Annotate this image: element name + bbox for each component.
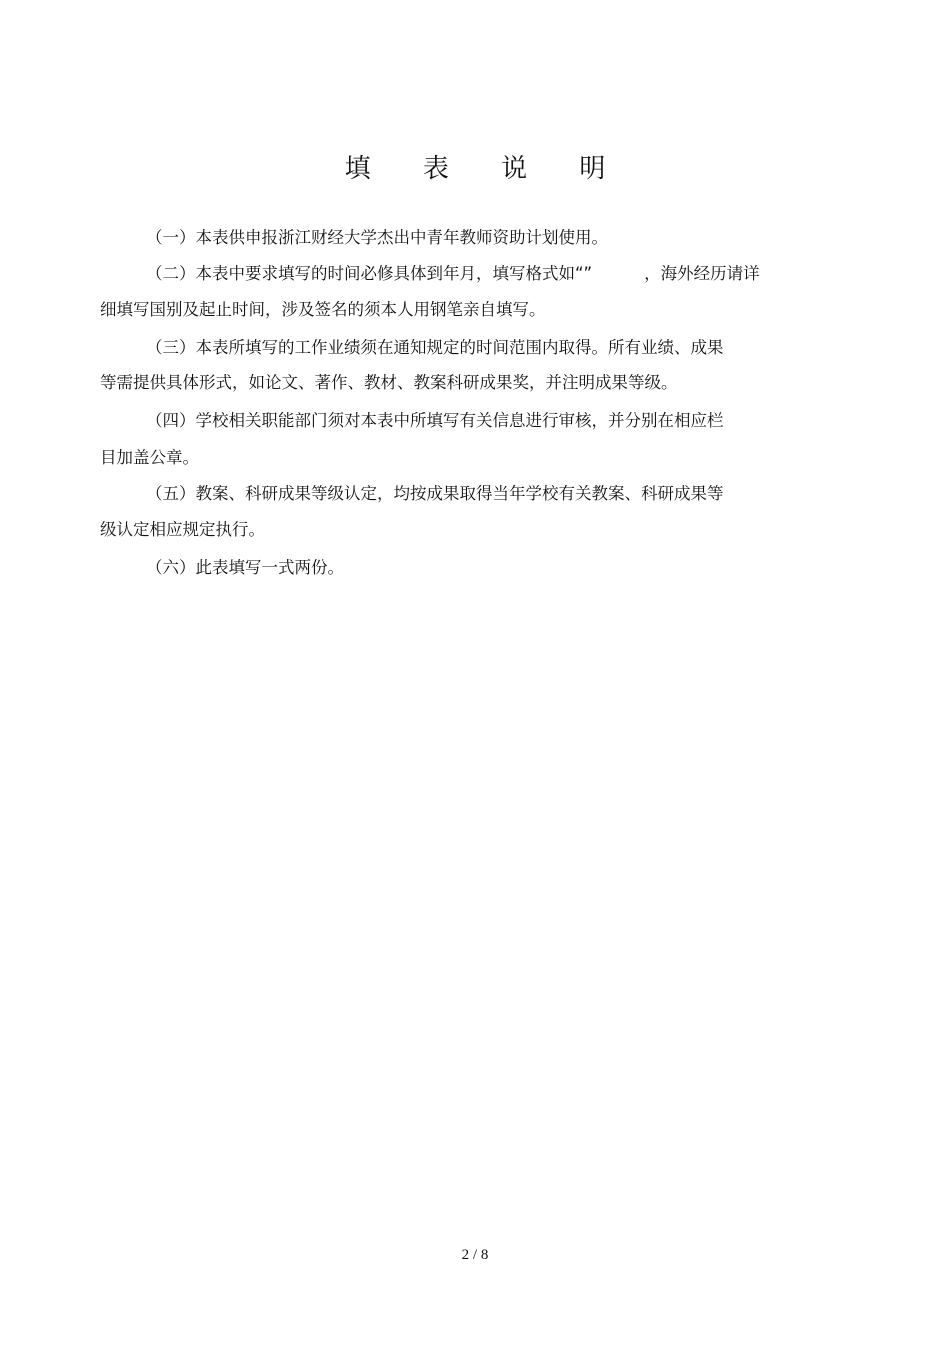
instruction-3-line-1: （三）本表所填写的工作业绩须在通知规定的时间范围内取得。所有业绩、成果 (146, 338, 724, 357)
instruction-5-line-2: 级认定相应规定执行。 (100, 520, 265, 539)
instruction-2-line-2: 细填写国别及起止时间，涉及签名的须本人用钢笔亲自填写。 (100, 300, 546, 319)
instruction-3-line-2: 等需提供具体形式，如论文、著作、教材、教案科研成果奖，并注明成果等级。 (100, 373, 678, 392)
instruction-5-line-1: （五）教案、科研成果等级认定，均按成果取得当年学校有关教案、科研成果等 (146, 484, 724, 503)
page-title: 填 表 说 明 (344, 154, 628, 184)
instruction-4-line-2: 目加盖公章。 (100, 448, 199, 467)
instruction-1: （一）本表供申报浙江财经大学杰出中青年教师资助计划使用。 (146, 228, 608, 247)
instruction-2-text-after: ，海外经历请详 (644, 264, 760, 283)
instruction-4-line-1: （四）学校相关职能部门须对本表中所填写有关信息进行审核，并分别在相应栏 (146, 411, 724, 430)
instruction-2-line-1 (146, 263, 760, 285)
instruction-6: （六）此表填写一式两份。 (146, 558, 344, 577)
instruction-2-text-before: （二）本表中要求填写的时间必修具体到年月，填写格式如“” (146, 264, 593, 283)
page-number: 2 / 8 (461, 1247, 489, 1263)
